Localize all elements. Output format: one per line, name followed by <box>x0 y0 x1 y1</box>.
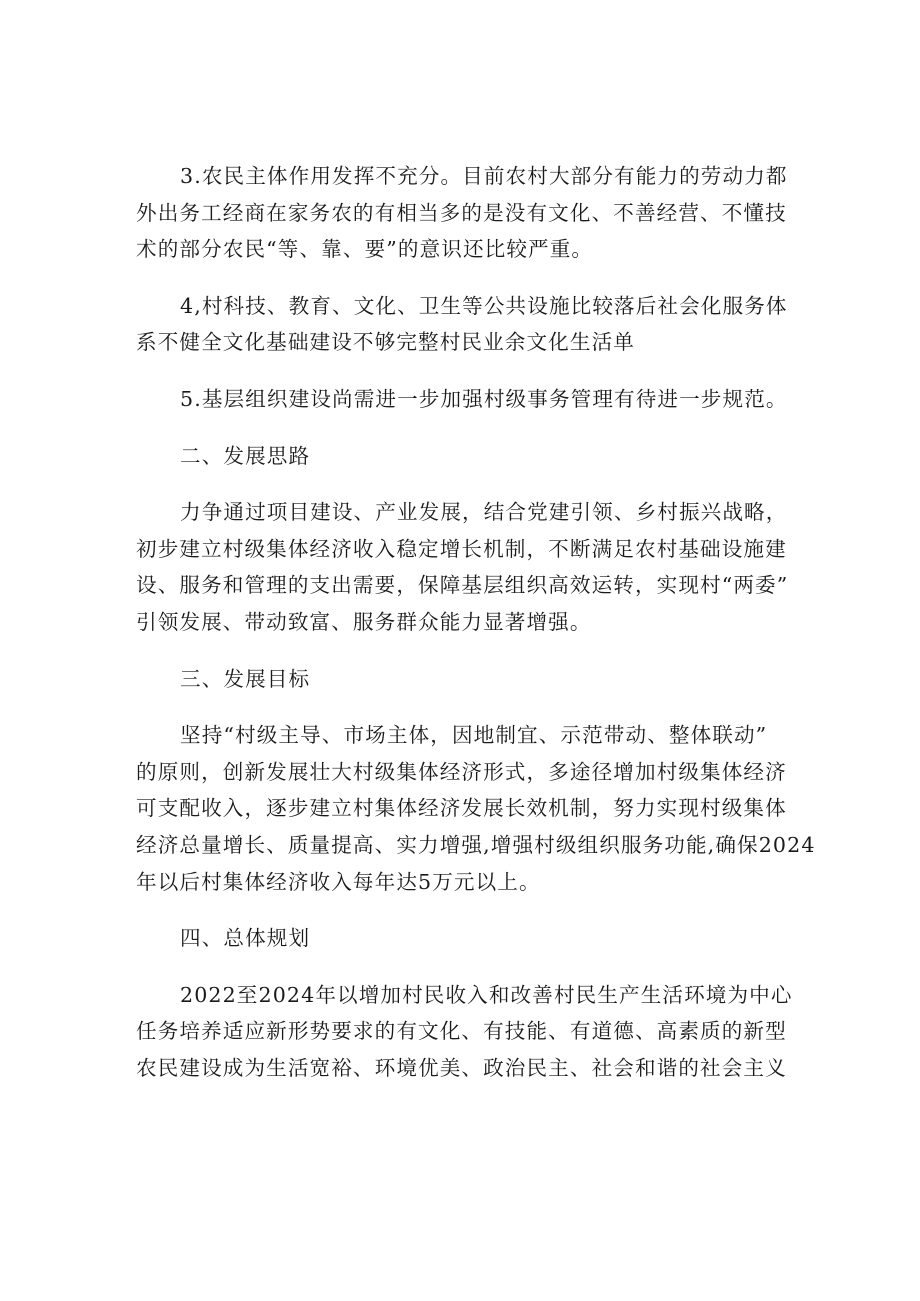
paragraph-development-goals <box>136 717 816 900</box>
text-line: 引领发展、带动致富、服务群众能力显著增强。 <box>136 609 592 634</box>
text-line: 系不健全文化基础建设不够完整村民业余文化生活单 <box>136 330 635 355</box>
text-line: 坚持“村级主导、市场主体，因地制宜、示范带动、整体联动” <box>180 723 768 748</box>
text-line: 年以后村集体经济收入每年达5万元以上。 <box>136 869 541 894</box>
paragraph-issue-3 <box>136 158 801 268</box>
text-line: 2022至2024年以增加村民收入和改善村民生产生活环境为中心 <box>180 982 793 1007</box>
text-line: 可支配收入，逐步建立村集体经济发展长效机制，努力实现村级集体 <box>136 796 787 821</box>
text-line: 农民建设成为生活宽裕、环境优美、政治民主、社会和谐的社会主义 <box>136 1055 787 1080</box>
text-line: 4,村科技、教育、文化、卫生等公共设施比较落后社会化服务体 <box>180 293 788 318</box>
text-line: 经济总量增长、质量提高、实力增强,增强村级组织服务功能,确保2024 <box>136 832 816 857</box>
section-heading-development-ideas: 二、发展思路 <box>180 443 311 468</box>
section-heading-development-goals: 三、发展目标 <box>180 666 311 691</box>
paragraph-issue-4 <box>136 288 801 361</box>
text-line: 的原则，创新发展壮大村级集体经济形式，多途径增加村级集体经济 <box>136 759 787 784</box>
text-line: 3.农民主体作用发挥不充分。目前农村大部分有能力的劳动力都 <box>180 164 788 188</box>
text-line: 设、服务和管理的支出需要，保障基层组织高效运转，实现村“两委” <box>136 573 789 598</box>
paragraph-overall-plan <box>136 977 801 1087</box>
text-line: 力争通过项目建设、产业发展，结合党建引领、乡村振兴战略， <box>180 500 788 525</box>
paragraph-development-ideas <box>136 494 801 640</box>
text-line: 术的部分农民“等、靠、要”的意识还比较严重。 <box>136 237 594 262</box>
text-line: 任务培养适应新形势要求的有文化、有技能、有道德、高素质的新型 <box>136 1019 787 1044</box>
section-heading-overall-plan: 四、总体规划 <box>180 926 311 951</box>
paragraph-issue-5 <box>136 381 801 418</box>
text-line: 外出务工经商在家务农的有相当多的是没有文化、不善经营、不懂技 <box>136 200 787 225</box>
text-line: 初步建立村级集体经济收入稳定增长机制，不断满足农村基础设施建 <box>136 536 787 561</box>
document-page <box>136 158 816 1086</box>
text-line: 5.基层组织建设尚需进一步加强村级事务管理有待进一步规范。 <box>180 386 788 411</box>
